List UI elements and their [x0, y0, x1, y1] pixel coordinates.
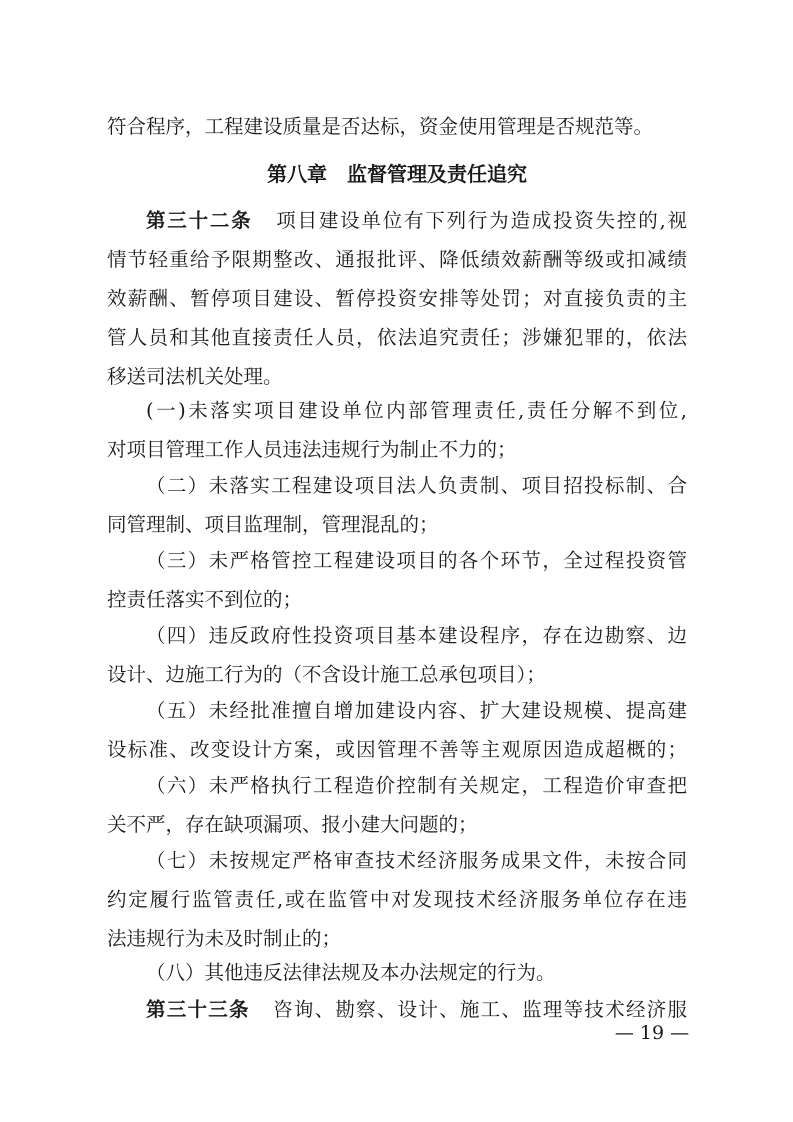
item-1-line-1: (一)未落实项目建设单位内部管理责任,责任分解不到位,	[146, 399, 687, 422]
item-1-line-2: 对项目管理工作人员违法违规行为制止不力的；	[107, 438, 517, 461]
chapter-heading: 第八章 监督管理及责任追究	[267, 162, 527, 186]
article-32-text-4: 管人员和其他直接责任人员，依法追究责任；涉嫌犯罪的，依法	[107, 326, 687, 349]
article-32-label: 第三十二条	[146, 209, 253, 232]
item-4-line-2: 设计、边施工行为的（不含设计施工总承包项目）；	[107, 663, 546, 686]
article-32-text-1: 项目建设单位有下列行为造成投资失控的,视	[274, 209, 687, 232]
article-32-text-3: 效薪酬、暂停项目建设、暂停投资安排等处罚；对直接负责的主	[107, 287, 687, 310]
item-6-line-2: 关不严，存在缺项漏项、报小建大问题的；	[107, 813, 478, 836]
item-7-line-3: 法违规行为未及时制止的；	[107, 927, 342, 950]
item-2-line-1: （二）未落实工程建设项目法人负责制、项目招投标制、合	[146, 474, 687, 497]
article-33-text-1: 咨询、勘察、设计、施工、监理等技术经济服	[271, 998, 687, 1021]
item-2-line-2: 同管理制、项目监理制，管理混乱的；	[107, 513, 439, 536]
article-33-first-line	[146, 1000, 687, 1020]
article-32-text-2: 情节轻重给予限期整改、通报批评、降低绩效薪酬等级或扣减绩	[107, 248, 687, 271]
continuation-text: 符合程序，工程建设质量是否达标，资金使用管理是否规范等。	[107, 115, 654, 138]
item-5-line-2: 设标准、改变设计方案，或因管理不善等主观原因造成超概的；	[107, 738, 687, 761]
article-33-label: 第三十三条	[146, 998, 250, 1021]
item-6-line-1: （六）未严格执行工程造价控制有关规定，工程造价审查把	[146, 774, 687, 797]
item-8-line-1: （八）其他违反法律法规及本办法规定的行为。	[146, 961, 556, 984]
item-3-line-1: （三）未严格管控工程建设项目的各个环节，全过程投资管	[146, 549, 687, 572]
item-7-line-1: （七）未按规定严格审查技术经济服务成果文件，未按合同	[146, 849, 687, 872]
item-5-line-1: （五）未经批准擅自增加建设内容、扩大建设规模、提高建	[146, 699, 687, 722]
page-number: — 19 —	[614, 1022, 690, 1044]
item-3-line-2: 控责任落实不到位的；	[107, 588, 303, 611]
item-7-line-2: 约定履行监管责任,或在监管中对发现技术经济服务单位存在违	[107, 888, 687, 911]
article-32-text-5: 移送司法机关处理。	[107, 365, 283, 388]
article-32-first-line	[146, 211, 687, 231]
item-4-line-1: （四）违反政府性投资项目基本建设程序，存在边勘察、边	[146, 624, 687, 647]
